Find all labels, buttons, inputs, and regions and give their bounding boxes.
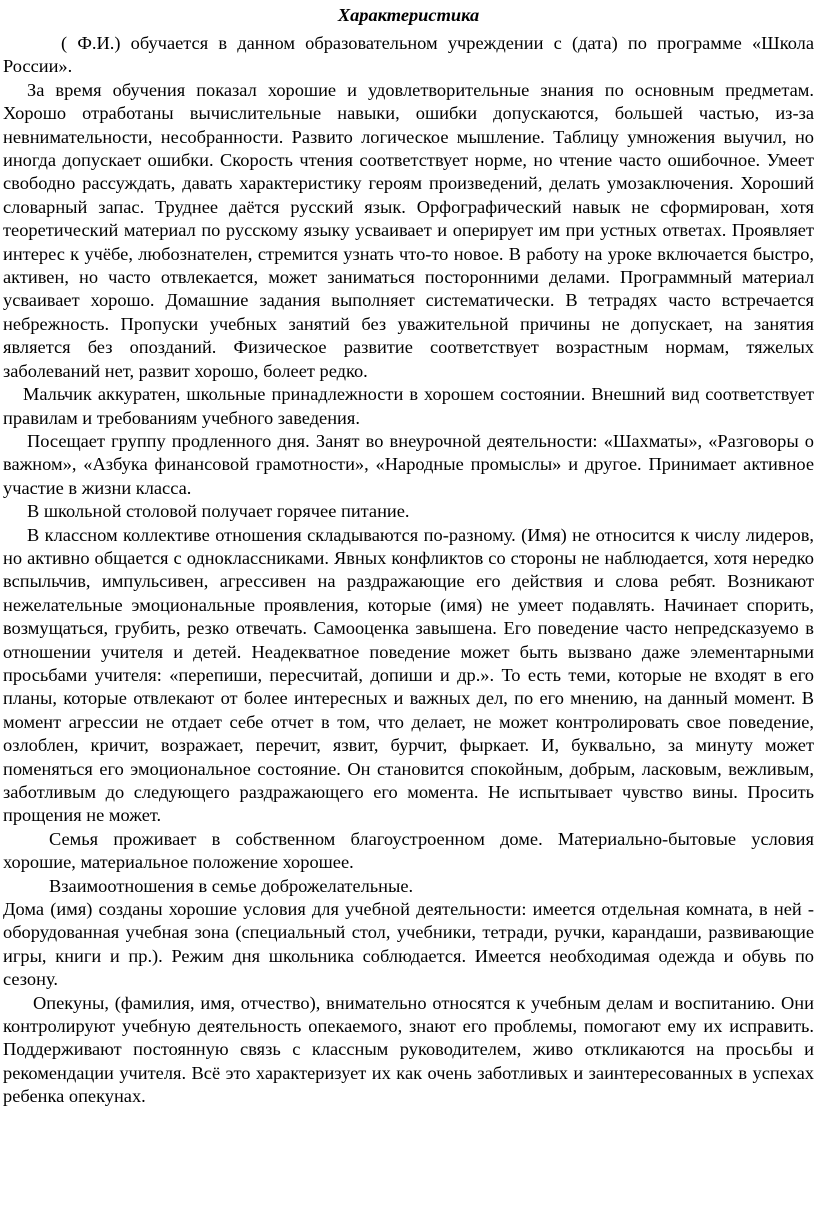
paragraph-intro: ( Ф.И.) обучается в данном образовательном учреждении с (дата) по программе «Школа России». [3,33,814,77]
paragraph-guardians: Опекуны, (фамилия, имя, отчество), внимательно относятся к учебным делам и воспитанию. Они контролируют учебную деятельность опекаемого, знают его проблемы, помогают ему их исправить. Поддерживают постоянную связь с классным руководителем, живо откликаются на просьбы и рекомендации учителя. Всё это характеризует их как очень заботливых и заинтересованных в успехах ребенка опекунах. [3,992,814,1107]
paragraph-home-conditions: Дома (имя) созданы хорошие условия для учебной деятельности: имеется отдельная комната, в ней - оборудованная учебная зона (специальный стол, учебники, тетради, ручки, карандаши, развивающие игры, книги и пр.). Режим дня школьника соблюдается. Имеется необходимая одежда и обувь по сезону. [3,899,814,990]
paragraph-academic: За время обучения показал хорошие и удовлетворительные знания по основным предметам. Хорошо отработаны вычислительные навыки, ошибки допускаются, большей частью, из-за невнимательности, несобранности. Развито логическое мышление. Таблицу умножения выучил, но иногда допускает ошибки. Скорость чтения соответствует норме, но чтение часто ошибочное. Умеет свободно рассуждать, давать характеристику героям произведений, делать умозаключения. Хороший словарный запас. Труднее даётся русский язык. Орфографический навык не сформирован, хотя теоретический материал по русскому языку усваивает и оперирует им при устных ответах. Проявляет интерес к учёбе, любознателен, стремится узнать что-то новое. В работу на уроке включается быстро, активен, но часто отвлекается, может заниматься посторонними делами. Программный материал усваивает хорошо. Домашние задания выполняет систематически. В тетрадях часто встречается небрежность. Пропуски учебных занятий без уважительной причины не допускает, на занятия является без опозданий. Физическое развитие соответствует возрастным нормам, тяжелых заболеваний нет, развит хорошо, болеет редко. [3,79,814,381]
paragraph-extracurricular: Посещает группу продленного дня. Занят во внеурочной деятельности: «Шахматы», «Разговоры о важном», «Азбука финансовой грамотности», «Народные промыслы» и другое. Принимает активное участие в жизни класса. [3,430,814,498]
paragraph-family-relations: Взаимоотношения в семье доброжелательные. [49,875,414,896]
paragraph-meals: В школьной столовой получает горячее питание. [27,501,410,522]
paragraph-appearance: Мальчик аккуратен, школьные принадлежности в хорошем состоянии. Внешний вид соответствует правилам и требованиям учебного заведения. [3,384,814,428]
document-title: Характеристика [337,5,480,25]
paragraph-family: Семья проживает в собственном благоустроенном доме. Материально-бытовые условия хорошие, материальное положение хорошее. [3,828,814,873]
paragraph-behavior: В классном коллективе отношения складываются по-разному. (Имя) не относится к числу лидеров, но активно общается с одноклассниками. Явных конфликтов со стороны не наблюдается, хотя нередко вспыльчив, импульсивен, агрессивен на раздражающие его действия и слова ребят. Возникают нежелательные эмоциональные проявления, которые (имя) не умеет подавлять. Начинает спорить, возмущаться, грубить, резко отвечать. Самооценка завышена. Его поведение часто непредсказуемо в отношении учителя и детей. Неадекватное поведение может быть вызвано даже элементарными просьбами учителя: «перепиши, пересчитай, допиши и др.». То есть теми, которые не входят в его планы, которые отвлекают от более интересных и важных дел, по его мнению, на данный момент. В момент агрессии не отдает себе отчет в том, что делает, не может контролировать свое поведение, озлоблен, кричит, возражает, перечит, язвит, бурчит, фыркает. И, буквально, за минуту может поменяться его эмоциональное состояние. Он становится спокойным, добрым, ласковым, вежливым, заботливым до следующего раздражающего его момента. Не испытывает чувство вины. Просить прощения не может. [3,524,814,826]
